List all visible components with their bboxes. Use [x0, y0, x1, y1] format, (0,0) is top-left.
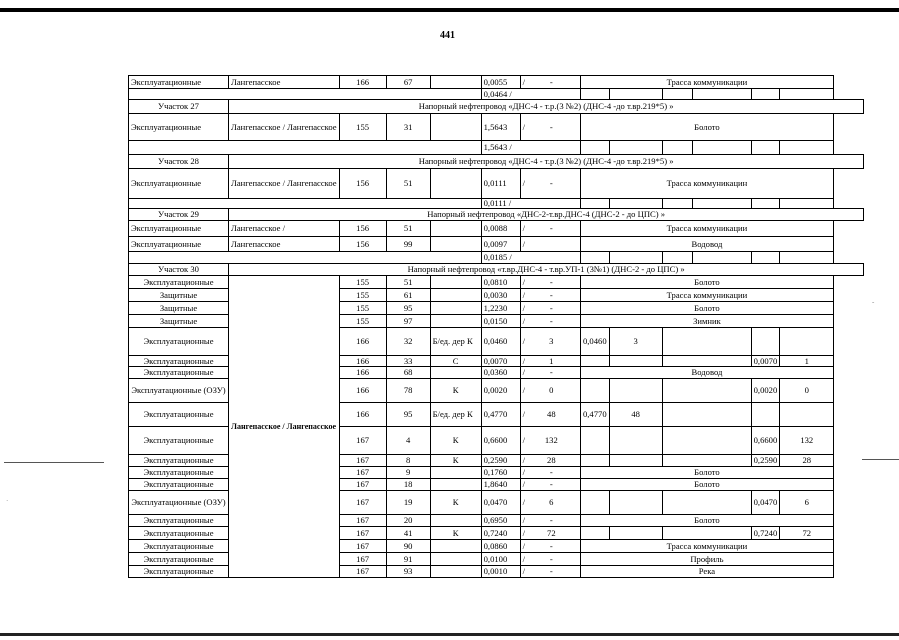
cutting-volume-cell [780, 403, 834, 427]
cutting-volume-cell [780, 328, 834, 356]
quarter-cell: 167 [339, 553, 386, 566]
area-tail: - [549, 76, 553, 87]
area-tail-cell: / - [520, 169, 580, 199]
allotment-cell: 19 [386, 491, 430, 515]
section-title: Напорный нефтепровод «ДНС-4 - т.р.(3 №2) (ДНС-4 -до т.вр.219*5) » [229, 155, 864, 169]
area-tail: - [549, 121, 553, 132]
quarter-cell: 155 [339, 276, 386, 289]
empty-cell [662, 199, 692, 209]
left-margin-dot: · [6, 497, 9, 505]
area-tail-cell: / 72 [520, 527, 580, 540]
description-cell: Трасса коммуникации [580, 221, 834, 237]
allotment-cell: 78 [386, 379, 430, 403]
area-tail: 1 [549, 355, 554, 366]
subtotal-area-cell: 0,0111 / [481, 199, 580, 209]
allotment-cell: 67 [386, 76, 430, 89]
empty-cell [609, 141, 662, 155]
allotment-cell: 95 [386, 302, 430, 315]
section-title: Напорный нефтепровод «т.вр.ДНС-4 - т.вр.УП-1 (3№1) (ДНС-2 - до ЦПС) » [229, 264, 864, 276]
quarter-cell: 167 [339, 427, 386, 455]
area-cell: 1,2230 [481, 302, 520, 315]
allotment-cell: 51 [386, 221, 430, 237]
area-tail-cell: / 48 [520, 403, 580, 427]
empty-cell [780, 89, 834, 100]
area-tail: - [549, 315, 553, 326]
area-tail-cell: / - [520, 76, 580, 89]
forest-volume-cell: 3 [609, 328, 662, 356]
empty-cell [692, 252, 751, 264]
forest-volume-cell [609, 379, 662, 403]
cutting-volume-cell: 0 [780, 379, 834, 403]
area-tail: - [549, 289, 553, 300]
area-cell: 0,0860 [481, 540, 520, 553]
category-cell: Эксплуатационные [129, 367, 229, 379]
section-label: Участок 28 [129, 155, 229, 169]
area-tail-cell: / - [520, 553, 580, 566]
field-cell: Лангепасское [229, 76, 340, 89]
description-cell: Болото [580, 479, 834, 491]
subtotal-row [129, 252, 864, 264]
empty-cell [780, 141, 834, 155]
empty-cell [129, 141, 482, 155]
empty-cell [609, 199, 662, 209]
quarter-cell: 156 [339, 169, 386, 199]
forest-volume-cell [609, 427, 662, 455]
type-cell [430, 553, 481, 566]
quarter-cell: 156 [339, 221, 386, 237]
category-cell: Эксплуатационные [129, 527, 229, 540]
area-cell: 0,0150 [481, 315, 520, 328]
bottom-scan-border [0, 633, 899, 636]
quarter-cell: 167 [339, 566, 386, 578]
allotment-cell: 93 [386, 566, 430, 578]
area-tail-cell: / 132 [520, 427, 580, 455]
area-tail: - [549, 553, 553, 564]
area-cell: 0,0111 [481, 169, 520, 199]
description-cell: Трасса коммуникации [580, 289, 834, 302]
forest-volume-cell [609, 491, 662, 515]
area-tail-cell: / - [520, 467, 580, 479]
section-label: Участок 29 [129, 209, 229, 221]
field-cell: Лангепасское [229, 237, 340, 252]
quarter-cell: 167 [339, 515, 386, 527]
forest-area-cell: 0,0460 [580, 328, 609, 356]
empty-cell [751, 141, 780, 155]
quarter-cell: 167 [339, 491, 386, 515]
area-tail: 3 [549, 336, 554, 347]
area-cell: 0,6600 [481, 427, 520, 455]
allotment-cell: 20 [386, 515, 430, 527]
table-row [129, 221, 864, 237]
empty-cell [662, 252, 692, 264]
category-cell: Эксплуатационные [129, 515, 229, 527]
area-tail: 132 [544, 435, 558, 446]
area-cell: 0,0030 [481, 289, 520, 302]
forest-area-cell [580, 379, 609, 403]
empty-cell [609, 252, 662, 264]
area-tail-cell: / - [520, 221, 580, 237]
quarter-cell: 166 [339, 76, 386, 89]
area-tail: 72 [547, 527, 556, 538]
area-tail-cell: / - [520, 315, 580, 328]
area-cell: 1,8640 [481, 479, 520, 491]
area-tail-cell: / [520, 237, 580, 252]
empty-cell [580, 252, 609, 264]
category-cell: Эксплуатационные [129, 479, 229, 491]
area-cell: 0,0055 [481, 76, 520, 89]
category-cell: Эксплуатационные (ОЗУ) [129, 491, 229, 515]
table-body [129, 76, 864, 578]
empty-cell [129, 89, 482, 100]
area-tail: 48 [547, 409, 556, 420]
type-cell [430, 467, 481, 479]
table-row [129, 237, 864, 252]
area-cell: 0,0100 [481, 553, 520, 566]
subtotal-area-cell: 0,0185 / [481, 252, 580, 264]
type-cell [430, 114, 481, 141]
area-tail-cell: / - [520, 276, 580, 289]
table-row [129, 169, 864, 199]
cutting-area-cell: 0,7240 [751, 527, 780, 540]
description-cell: Трасса коммуникации [580, 76, 834, 89]
subtotal-row [129, 199, 864, 209]
quarter-cell: 167 [339, 479, 386, 491]
empty-cell [780, 199, 834, 209]
area-tail-cell: / - [520, 540, 580, 553]
right-margin-mark [862, 459, 899, 460]
allotment-cell: 91 [386, 553, 430, 566]
area-cell: 0,4770 [481, 403, 520, 427]
allotment-cell: 99 [386, 237, 430, 252]
table-row [129, 276, 864, 289]
quarter-cell: 155 [339, 315, 386, 328]
area-cell: 0,0460 [481, 328, 520, 356]
category-cell: Защитные [129, 315, 229, 328]
area-tail-cell: / 3 [520, 328, 580, 356]
allotment-cell: 61 [386, 289, 430, 302]
category-cell: Эксплуатационные [129, 540, 229, 553]
allotment-cell: 31 [386, 114, 430, 141]
area-tail: - [549, 302, 553, 313]
type-cell: С [430, 356, 481, 367]
area-tail: - [549, 178, 553, 189]
area-tail: - [549, 479, 553, 490]
cutting-volume-cell: 132 [780, 427, 834, 455]
type-cell [430, 315, 481, 328]
area-tail: 28 [547, 455, 556, 466]
empty-cell [129, 252, 482, 264]
allotment-cell: 9 [386, 467, 430, 479]
forest-area-cell: 0,4770 [580, 403, 609, 427]
category-cell: Эксплуатационные [129, 403, 229, 427]
area-tail: - [549, 566, 553, 577]
empty-cell [692, 89, 751, 100]
field-cell: Лангепасское / Лангепасское [229, 169, 340, 199]
empty-cell [662, 89, 692, 100]
area-cell: 0,6950 [481, 515, 520, 527]
type-cell [430, 479, 481, 491]
forest-area-cell [580, 427, 609, 455]
empty-cell [751, 252, 780, 264]
area-cell: 0,0470 [481, 491, 520, 515]
cutting-area-cell [751, 403, 780, 427]
area-cell: 0,0360 [481, 367, 520, 379]
field-cell: Лангепасское / Лангепасское [229, 276, 340, 578]
description-cell: Болото [580, 515, 834, 527]
area-cell: 0,0020 [481, 379, 520, 403]
category-cell: Эксплуатационные [129, 276, 229, 289]
empty-cell [662, 328, 751, 356]
allotment-cell: 95 [386, 403, 430, 427]
left-margin-mark [4, 462, 104, 463]
type-cell: Б/ед. дер К [430, 403, 481, 427]
forest-volume-cell [609, 527, 662, 540]
allotment-cell: 68 [386, 367, 430, 379]
category-cell: Эксплуатационные [129, 114, 229, 141]
area-tail: - [549, 540, 553, 551]
empty-cell [662, 455, 751, 467]
area-cell: 0,0097 [481, 237, 520, 252]
forest-area-cell [580, 356, 609, 367]
area-cell: 0,0010 [481, 566, 520, 578]
quarter-cell: 167 [339, 455, 386, 467]
type-cell: Б/ед. дер К [430, 328, 481, 356]
area-tail-cell: / 0 [520, 379, 580, 403]
area-cell: 0,0088 [481, 221, 520, 237]
area-tail: 6 [549, 497, 554, 508]
forest-area-cell [580, 491, 609, 515]
section-title: Напорный нефтепровод «ДНС-4 - т.р.(3 №2) (ДНС-4 -до т.вр.219*5) » [229, 100, 864, 114]
description-cell: Река [580, 566, 834, 578]
area-cell: 0,2590 [481, 455, 520, 467]
area-cell: 1,5643 [481, 114, 520, 141]
category-cell: Эксплуатационные [129, 221, 229, 237]
empty-cell [662, 379, 751, 403]
category-cell: Эксплуатационные [129, 76, 229, 89]
forest-volume-cell: 48 [609, 403, 662, 427]
area-tail: - [549, 515, 553, 526]
forest-volume-cell [609, 455, 662, 467]
empty-cell [692, 199, 751, 209]
type-cell [430, 169, 481, 199]
section-label: Участок 27 [129, 100, 229, 114]
subtotal-area-cell: 1,5643 / [481, 141, 580, 155]
description-cell: Профиль [580, 553, 834, 566]
description-cell: Зимник [580, 315, 834, 328]
type-cell [430, 566, 481, 578]
cutting-area-cell: 0,0070 [751, 356, 780, 367]
table-row [129, 76, 864, 89]
type-cell: К [430, 455, 481, 467]
description-cell: Болото [580, 114, 834, 141]
cutting-area-cell: 0,2590 [751, 455, 780, 467]
area-tail-cell: / - [520, 289, 580, 302]
type-cell: К [430, 427, 481, 455]
category-cell: Эксплуатационные [129, 237, 229, 252]
type-cell [430, 515, 481, 527]
type-cell [430, 237, 481, 252]
allotment-cell: 32 [386, 328, 430, 356]
right-margin-dot: - [872, 298, 875, 306]
area-tail-cell: / 28 [520, 455, 580, 467]
area-tail-cell: / - [520, 515, 580, 527]
section-header-row [129, 100, 864, 114]
empty-cell [751, 89, 780, 100]
area-tail-cell: / 1 [520, 356, 580, 367]
area-tail: - [549, 223, 553, 234]
empty-cell [662, 427, 751, 455]
subtotal-row [129, 89, 864, 100]
type-cell [430, 276, 481, 289]
empty-cell [662, 141, 692, 155]
subtotal-row [129, 141, 864, 155]
allotment-cell: 4 [386, 427, 430, 455]
quarter-cell: 167 [339, 527, 386, 540]
description-cell: Водовод [580, 367, 834, 379]
cutting-area-cell: 0,0020 [751, 379, 780, 403]
description-cell: Болото [580, 302, 834, 315]
allotment-cell: 8 [386, 455, 430, 467]
category-cell: Эксплуатационные [129, 427, 229, 455]
forest-volume-cell [609, 356, 662, 367]
area-tail: - [549, 367, 553, 378]
allotment-cell: 33 [386, 356, 430, 367]
type-cell: К [430, 491, 481, 515]
section-header-row [129, 155, 864, 169]
section-label: Участок 30 [129, 264, 229, 276]
quarter-cell: 155 [339, 302, 386, 315]
category-cell: Эксплуатационные (ОЗУ) [129, 379, 229, 403]
category-cell: Защитные [129, 289, 229, 302]
description-cell: Трасса коммуникацин [580, 169, 834, 199]
quarter-cell: 167 [339, 467, 386, 479]
quarter-cell: 166 [339, 356, 386, 367]
area-tail-cell: / 6 [520, 491, 580, 515]
subtotal-area: 0,0464 [483, 88, 508, 99]
section-header-row [129, 264, 864, 276]
area-cell: 0,0070 [481, 356, 520, 367]
area-tail-cell: / - [520, 479, 580, 491]
subtotal-area: 0,0185 [483, 252, 508, 263]
allotment-cell: 41 [386, 527, 430, 540]
subtotal-area-cell: 0,0464 / [481, 89, 580, 100]
type-cell: К [430, 379, 481, 403]
category-cell: Эксплуатационные [129, 169, 229, 199]
area-tail: - [549, 276, 553, 287]
area-tail-cell: / - [520, 566, 580, 578]
type-cell [430, 289, 481, 302]
category-cell: Эксплуатационные [129, 455, 229, 467]
forest-area-cell [580, 455, 609, 467]
subtotal-area: 1,5643 [483, 142, 508, 153]
empty-cell [662, 356, 751, 367]
type-cell: К [430, 527, 481, 540]
quarter-cell: 155 [339, 289, 386, 302]
category-cell: Защитные [129, 302, 229, 315]
area-cell: 0,0810 [481, 276, 520, 289]
section-header-row [129, 209, 864, 221]
field-cell: Лангепасское / Лангепасское [229, 114, 340, 141]
area-tail-cell: / - [520, 114, 580, 141]
category-cell: Эксплуатационные [129, 467, 229, 479]
description-cell: Водовод [580, 237, 834, 252]
field-cell: Лангепасское / [229, 221, 340, 237]
empty-cell [129, 199, 482, 209]
empty-cell [580, 199, 609, 209]
empty-cell [780, 252, 834, 264]
cutting-volume-cell: 28 [780, 455, 834, 467]
forest-area-cell [580, 527, 609, 540]
quarter-cell: 166 [339, 328, 386, 356]
quarter-cell: 166 [339, 379, 386, 403]
empty-cell [662, 527, 751, 540]
cutting-area-cell: 0,6600 [751, 427, 780, 455]
quarter-cell: 166 [339, 367, 386, 379]
category-cell: Эксплуатационные [129, 328, 229, 356]
quarter-cell: 156 [339, 237, 386, 252]
description-cell: Болото [580, 467, 834, 479]
area-cell: 0,1760 [481, 467, 520, 479]
empty-cell [751, 199, 780, 209]
land-plot-table [128, 75, 864, 578]
empty-cell [609, 89, 662, 100]
description-cell: Трасса коммуникации [580, 540, 834, 553]
type-cell [430, 76, 481, 89]
section-title: Напорный нефтепровод «ДНС-2-т.вр.ДНС-4 (ДНС-2 - до ЦПС) » [229, 209, 864, 221]
description-cell: Болото [580, 276, 834, 289]
top-scan-border [0, 8, 899, 12]
area-tail: 0 [549, 385, 554, 396]
quarter-cell: 155 [339, 114, 386, 141]
cutting-area-cell [751, 328, 780, 356]
type-cell [430, 367, 481, 379]
empty-cell [580, 141, 609, 155]
allotment-cell: 18 [386, 479, 430, 491]
allotment-cell: 97 [386, 315, 430, 328]
empty-cell [662, 491, 751, 515]
empty-cell [692, 141, 751, 155]
type-cell [430, 302, 481, 315]
page-number: 441 [440, 30, 455, 41]
cutting-volume-cell: 6 [780, 491, 834, 515]
table-row [129, 114, 864, 141]
category-cell: Эксплуатационные [129, 553, 229, 566]
category-cell: Эксплуатационные [129, 356, 229, 367]
subtotal-area: 0,0111 [483, 198, 507, 209]
type-cell [430, 540, 481, 553]
allotment-cell: 51 [386, 276, 430, 289]
cutting-volume-cell: 72 [780, 527, 834, 540]
cutting-volume-cell: 1 [780, 356, 834, 367]
allotment-cell: 90 [386, 540, 430, 553]
area-cell: 0,7240 [481, 527, 520, 540]
quarter-cell: 166 [339, 403, 386, 427]
area-tail-cell: / - [520, 302, 580, 315]
cutting-area-cell: 0,0470 [751, 491, 780, 515]
area-tail: - [549, 467, 553, 478]
area-tail-cell: / - [520, 367, 580, 379]
quarter-cell: 167 [339, 540, 386, 553]
empty-cell [662, 403, 751, 427]
empty-cell [580, 89, 609, 100]
type-cell [430, 221, 481, 237]
allotment-cell: 51 [386, 169, 430, 199]
category-cell: Эксплуатационные [129, 566, 229, 578]
